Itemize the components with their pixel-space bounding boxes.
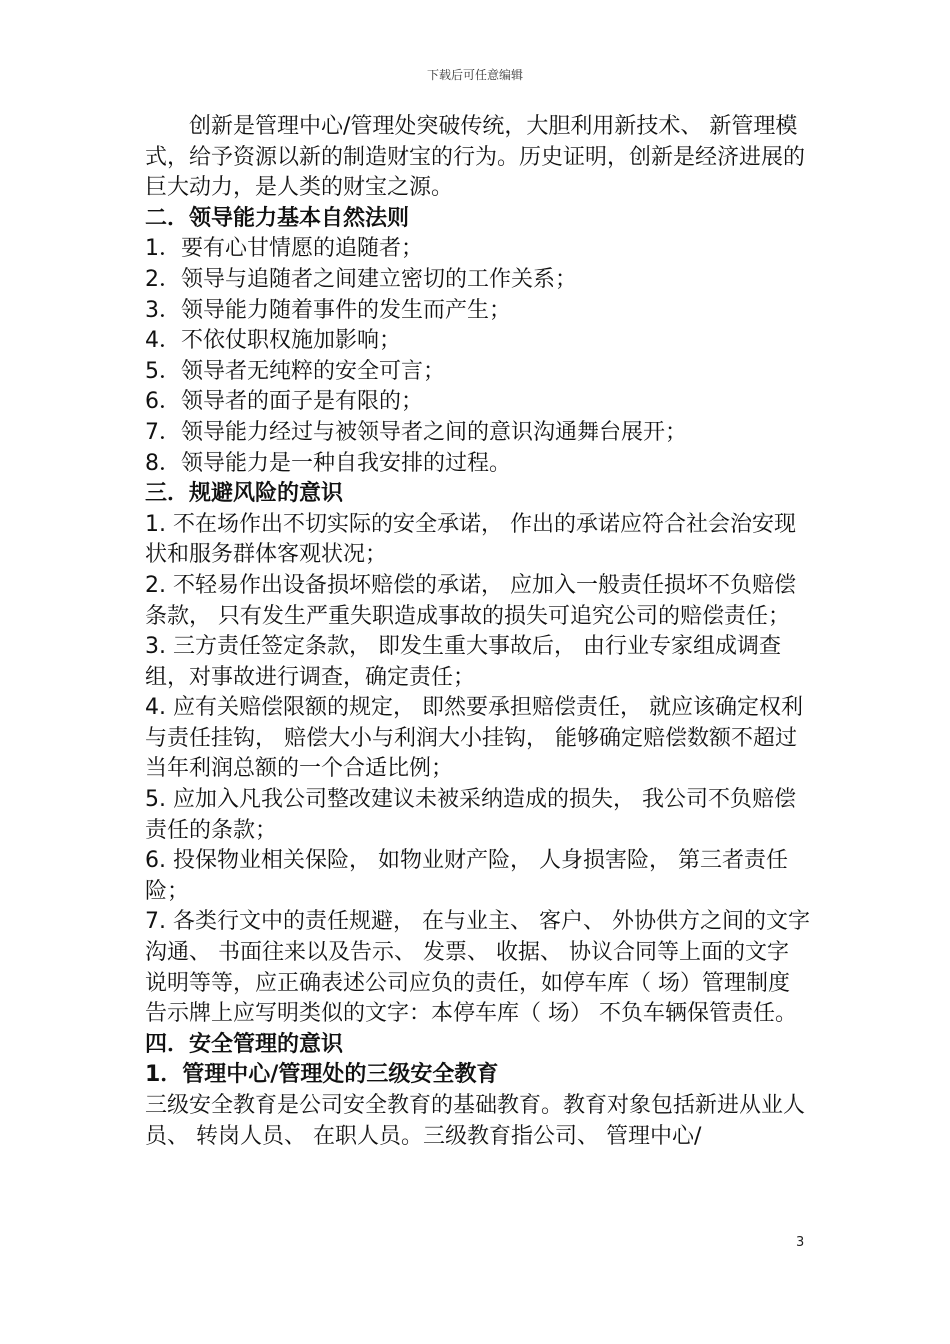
section-heading-2: 二．领导能力基本自然法则 bbox=[145, 205, 410, 231]
list-item: 7．领导能力经过与被领导者之间的意识沟通舞台展开； bbox=[145, 419, 687, 445]
list-item: 2. 不轻易作出设备损坏赔偿的承诺， 应加入一般责任损坏不负赔偿条款， 只有发生严重失职造成事故的损失可追究公司的赔偿责任； bbox=[145, 572, 796, 629]
intro-paragraph: 创新是管理中心/管理处突破传统，大胆利用新技术、 新管理模式，给予资源以新的制造财宝的行为。历史证明，创新是经济进展的巨大动力，是人类的财宝之源。 bbox=[145, 114, 806, 201]
list-item: 4. 应有关赔偿限额的规定， 即然要承担赔偿责任， 就应该确定权利与责任挂钩， 赔偿大小与利润大小挂钩， 能够确定赔偿数额不超过当年利润总额的一个合适比例； bbox=[145, 695, 803, 782]
document-body bbox=[145, 112, 810, 1152]
section-heading-4: 四．安全管理的意识 bbox=[145, 1031, 344, 1057]
list-item: 1．要有心甘情愿的追随者； bbox=[145, 236, 423, 262]
list-item: 5. 应加入凡我公司整改建议未被采纳造成的损失， 我公司不负赔偿责任的条款； bbox=[145, 787, 796, 843]
list-item: 3. 三方责任签定条款， 即发生重大事故后， 由行业专家组成调查组，对事故进行调查，确定责任； bbox=[145, 634, 781, 690]
list-item: 2．领导与追随者之间建立密切的工作关系； bbox=[145, 266, 577, 292]
body-paragraph: 三级安全教育是公司安全教育的基础教育。教育对象包括新进从业人员、 转岗人员、 在职人员。三级教育指公司、 管理中心/ bbox=[145, 1093, 806, 1149]
list-item: 8．领导能力是一种自我安排的过程。 bbox=[145, 450, 511, 476]
list-item: 6．领导者的面子是有限的； bbox=[145, 389, 423, 415]
list-item: 6. 投保物业相关保险， 如物业财产险， 人身损害险， 第三者责任险； bbox=[145, 848, 788, 904]
list-item: 3．领导能力随着事件的发生而产生； bbox=[145, 297, 511, 323]
subsection-heading: 1．管理中心/管理处的三级安全教育 bbox=[145, 1062, 499, 1088]
section-heading-3: 三．规避风险的意识 bbox=[145, 481, 344, 507]
list-item: 7. 各类行文中的责任规避， 在与业主、 客户、 外协供方之间的文字沟通、 书面往来以及告示、 发票、 收据、 协议合同等上面的文字说明等等，应正确表述公司应负的责任，如停车库（ 场）管理制度告示牌上应写明类似的文字：本停车库（ 场） 不负车辆保管责任。 bbox=[145, 909, 810, 1027]
page-number: 3 bbox=[796, 1235, 805, 1250]
page-header: 下载后可任意编辑 bbox=[426, 68, 523, 82]
list-item: 4．不依仗职权施加影响； bbox=[145, 328, 401, 354]
list-item: 1. 不在场作出不切实际的安全承诺， 作出的承诺应符合社会治安现状和服务群体客观状况； bbox=[145, 511, 796, 568]
list-item: 5．领导者无纯粹的安全可言； bbox=[145, 358, 445, 384]
